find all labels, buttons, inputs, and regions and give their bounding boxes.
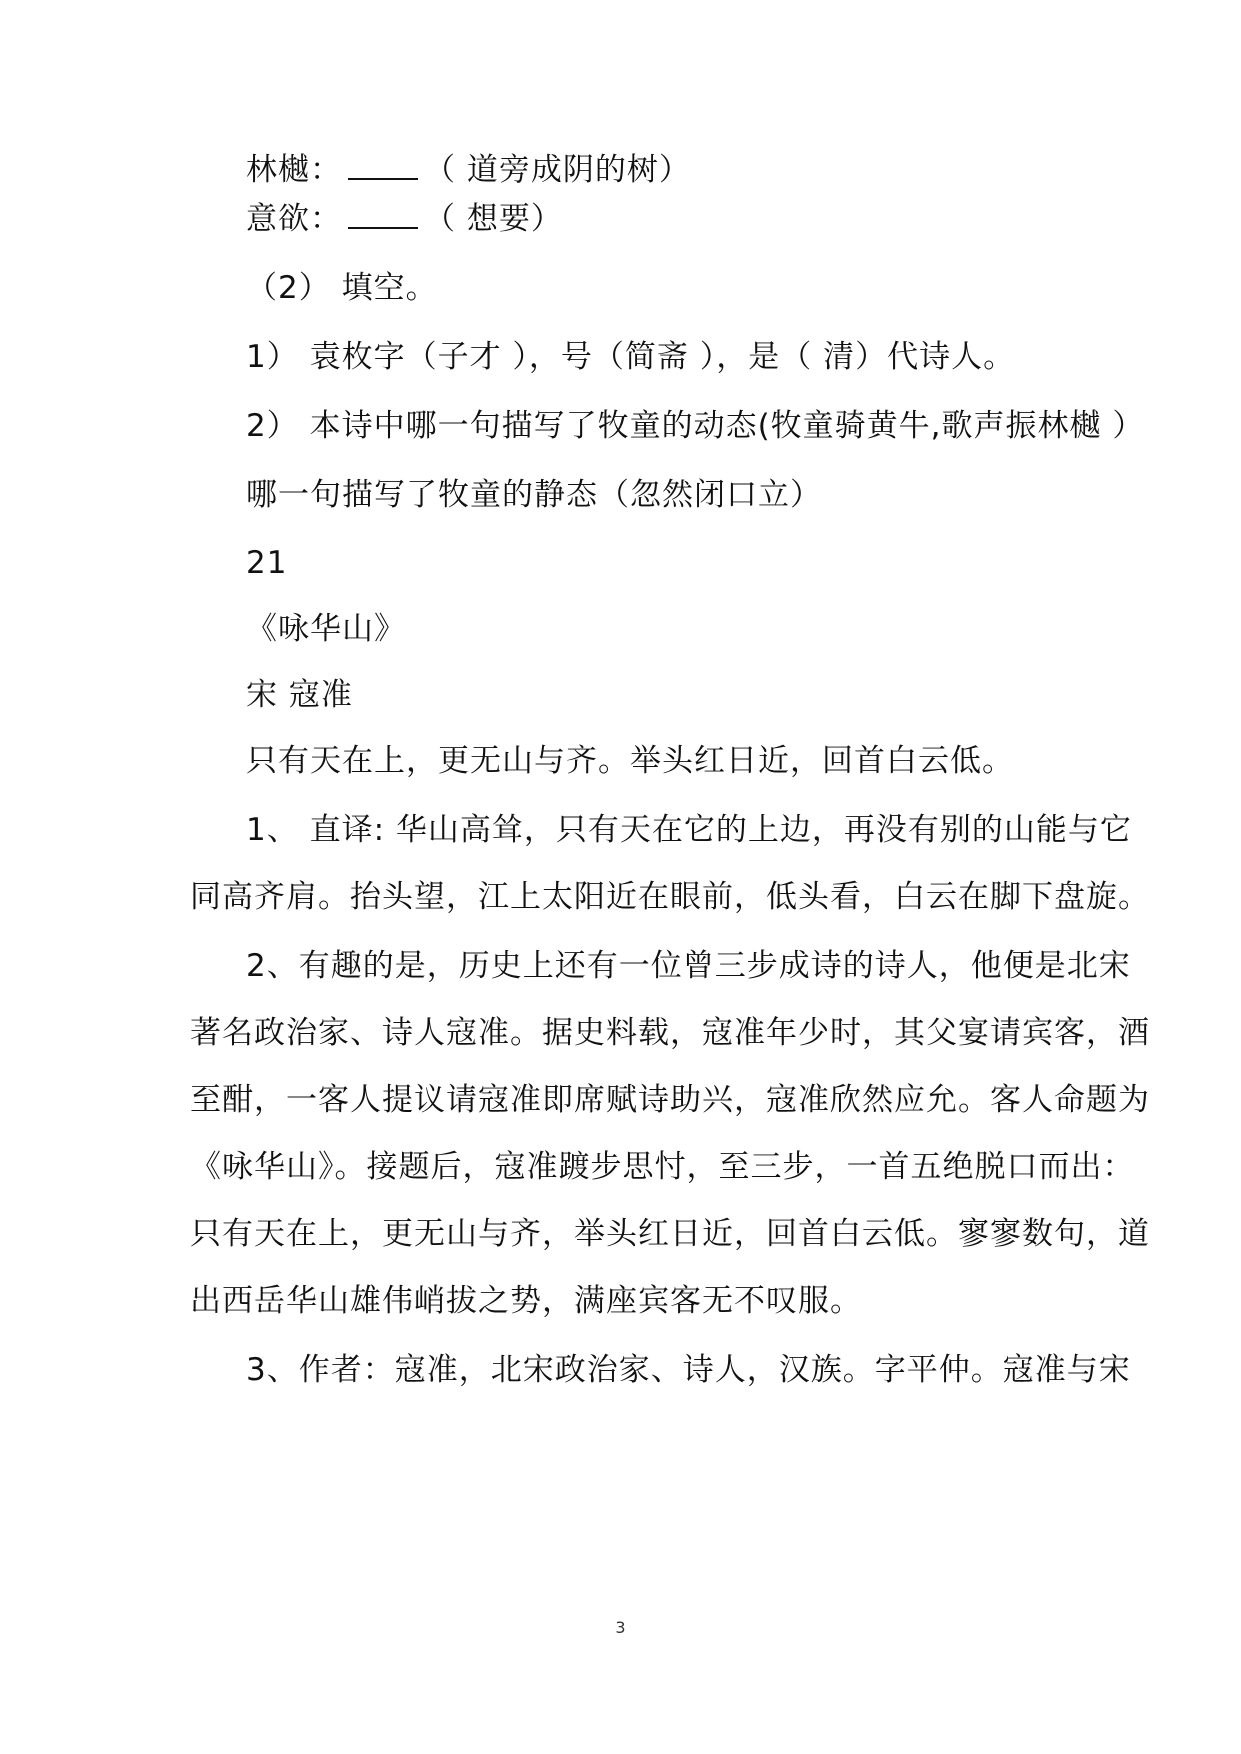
- vocab-meaning: （ 想要）: [424, 201, 563, 237]
- question-1: 1） 袁枚字（子才 ），号（简斋 ），是（ 清）代诗人。: [246, 339, 1016, 375]
- note-2-line-5: 只有天在上，更无山与齐，举头红日近，回首白云低。寥寥数句，道: [190, 1216, 1150, 1252]
- section-number: 21: [246, 545, 288, 581]
- note-3-line-1: 3、作者：寇准，北宋政治家、诗人，汉族。字平仲。寇准与宋: [246, 1352, 1131, 1388]
- vocab-line-1: [246, 150, 691, 190]
- vocab-line-2: [246, 199, 563, 239]
- vocab-term: 林樾：: [246, 152, 342, 188]
- poem-title: 《咏华山》: [246, 611, 406, 647]
- note-2-line-1: 2、有趣的是，历史上还有一位曾三步成诗的诗人，他便是北宋: [246, 948, 1131, 984]
- note-1-line-2: 同高齐肩。抬头望，江上太阳近在眼前，低头看，白云在脚下盘旋。: [190, 879, 1150, 915]
- vocab-meaning: （ 道旁成阴的树）: [424, 152, 691, 188]
- page-number: 3: [615, 1618, 626, 1637]
- answer-blank: [348, 201, 418, 229]
- fill-heading: （2） 填空。: [246, 270, 438, 306]
- note-2-line-3: 至酣，一客人提议请寇准即席赋诗助兴，寇准欣然应允。客人命题为: [190, 1082, 1150, 1118]
- question-2-line-2: 哪一句描写了牧童的静态（忽然闭口立）: [246, 477, 822, 513]
- note-2-line-4: 《咏华山》。接题后，寇准踱步思忖，至三步，一首五绝脱口而出：: [190, 1149, 1135, 1185]
- poem-author: 宋 寇准: [246, 677, 353, 713]
- note-1-line-1: 1、 直译: 华山高耸，只有天在它的上边，再没有别的山能与它: [246, 812, 1132, 848]
- answer-blank: [348, 152, 418, 180]
- note-2-line-2: 著名政治家、诗人寇准。据史料载，寇准年少时，其父宴请宾客，酒: [190, 1015, 1150, 1051]
- poem-text: 只有天在上，更无山与齐。举头红日近，回首白云低。: [246, 743, 1014, 779]
- note-2-line-6: 出西岳华山雄伟峭拔之势，满座宾客无不叹服。: [190, 1283, 862, 1319]
- vocab-term: 意欲：: [246, 201, 342, 237]
- question-2-line-1: 2） 本诗中哪一句描写了牧童的动态(牧童骑黄牛,歌声振林樾 ）: [246, 408, 1145, 444]
